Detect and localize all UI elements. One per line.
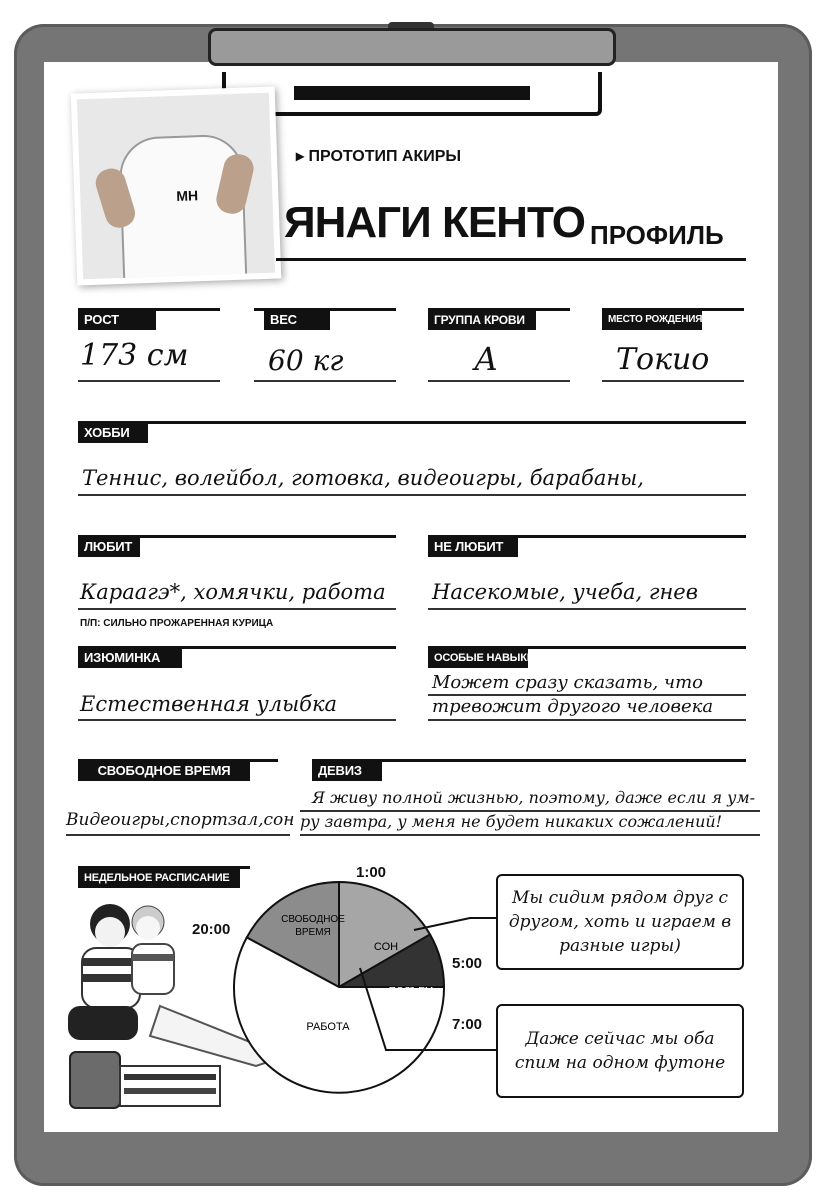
clip-slot [294,86,530,100]
time-20-00: 20:00 [192,921,231,938]
char1-face [95,917,125,947]
height-underline [78,380,220,382]
blood-value: А [474,340,499,378]
prototype-caption: ▸ ПРОТОТИП АКИРЫ [296,148,462,165]
blood-label: ГРУППА КРОВИ [428,310,536,330]
pie-label-sleep: СОН [373,941,399,953]
birthplace-value: Токио [616,342,710,377]
freetime-underline [66,834,290,836]
hobby-underline [78,494,746,496]
charm-value: Естественная улыбка [80,692,338,716]
clothes-stripe-1 [124,1074,216,1080]
skills-line-1: Может сразу сказать, что [432,672,704,693]
weight-value: 60 кг [268,344,344,377]
photo-shirt-text: MH [176,187,199,204]
schedule-pie-chart [220,870,510,1140]
char2-shirt [132,944,174,994]
motto-line-2: ру завтра, у меня не будет никаких сожалений! [300,812,723,831]
skills-label: ОСОБЫЕ НАВЫКИ [428,648,528,668]
comment-bubble-games: Мы сидим рядом друг с другом, хоть и играем в разные игры) [496,874,744,970]
profile-title: ПРОФИЛЬ [590,220,724,250]
dislikes-underline [428,608,746,610]
motto-label: ДЕВИЗ [312,761,382,781]
time-1-00: 1:00 [356,864,387,881]
charm-underline [78,719,396,721]
weight-underline [254,380,396,382]
char1-legs [68,1006,138,1040]
time-5-00: 5:00 [452,955,483,972]
schedule-label: НЕДЕЛЬНОЕ РАСПИСАНИЕ [78,868,240,888]
charm-label: ИЗЮМИНКА [78,648,182,668]
skills-underline-2 [428,719,746,721]
motto-underline-2 [300,834,760,836]
header-rule [276,258,746,261]
blood-underline [428,380,570,382]
char2-stripe [132,954,174,961]
laundry-basket [70,1052,120,1108]
pie-label-work: РАБОТА [306,1021,350,1033]
likes-underline [78,608,396,610]
clip-bar [208,28,616,66]
likes-value: Караагэ*, хомячки, работа [80,580,386,604]
dislikes-label: НЕ ЛЮБИТ [428,537,518,557]
weight-label: ВЕС [264,310,330,330]
char2-face [136,916,160,940]
freetime-value: Видеоигры,спортзал,сон [66,810,295,830]
height-value: 173 см [80,338,189,373]
clothes-stripe-2 [124,1088,216,1094]
birthplace-underline [602,380,744,382]
time-7-00: 7:00 [452,1016,483,1033]
birthplace-label: МЕСТО РОЖДЕНИЯ [602,310,702,330]
comment-bubble-futon: Даже сейчас мы оба спим на одном футоне [496,1004,744,1098]
hobby-rule [78,421,746,424]
pie-label-free-time: СВОБОДНОЕ ВРЕМЯ [281,914,345,938]
likes-footnote: П/П: СИЛЬНО ПРОЖАРЕННАЯ КУРИЦА [80,618,274,629]
hobby-label: ХОББИ [78,423,148,443]
height-label: РОСТ [78,310,156,330]
dislikes-value: Насекомые, учеба, гнев [432,580,698,604]
skills-line-2: тревожит другого человека [432,696,714,717]
motto-line-1: Я живу полной жизнью, поэтому, даже если я ум- [312,788,756,807]
profile-photo [77,93,275,280]
clothes-pile [120,1066,220,1106]
character-name: ЯНАГИ КЕНТО [284,198,585,247]
hobby-value: Теннис, волейбол, готовка, видеоигры, барабаны, [82,466,644,490]
freetime-label: СВОБОДНОЕ ВРЕМЯ [78,761,250,781]
pointer-line-games [414,918,496,930]
pie-label-wake: ПОДЪЕМ [388,986,434,997]
likes-label: ЛЮБИТ [78,537,140,557]
